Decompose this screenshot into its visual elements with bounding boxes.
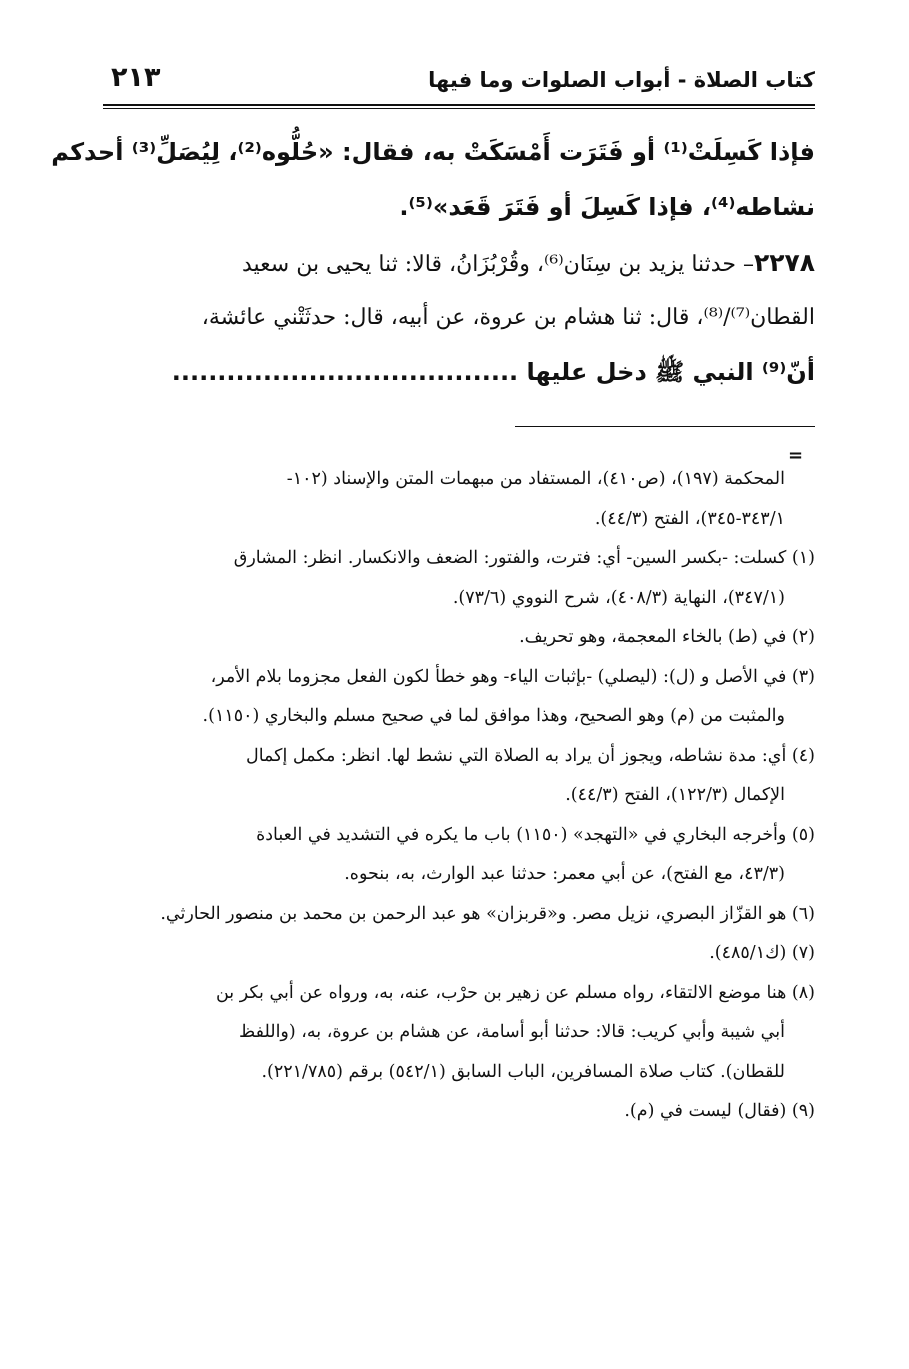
main-text [51, 125, 815, 400]
footnotes [103, 460, 815, 1132]
footnote-line: (٤٣/٣، مع الفتح)، عن أبي معمر: حدثنا عبد الوارث، به، بنحوه. [344, 864, 785, 884]
footnote-line: (٤) أي: مدة نشاطه، ويجوز أن يراد به الصلاة التي نشط لها. انظر: مكمل إكمال [246, 745, 815, 766]
page-number: ٢١٣ [111, 62, 161, 93]
hadith-number: ٢٢٧٨ [753, 248, 815, 277]
hadith-line [103, 235, 815, 290]
footnote-line: (١) كسلت: -بكسر السين- أي: فترت، والفتور: الضعف والانكسار. انظر: المشارق [233, 548, 815, 568]
continuation-mark: = [788, 445, 804, 466]
hadith-line: أنّ⁽⁹⁾ النبي ﷺ دخل عليها ...................................... [171, 358, 815, 386]
footnote-line: أبي شيبة وأبي كريب: قالا: حدثنا أبو أسامة، عن هشام بن عروة، به، (واللفظ [238, 1022, 785, 1042]
header-rule-thin [103, 108, 815, 109]
footnote-line: للقطان). كتاب صلاة المسافرين، الباب السابق (٥٤٢/١) برقم (٢٢١/٧٨٥). [261, 1061, 785, 1082]
main-line: نشاطه⁽⁴⁾، فإذا كَسِلَ أو فَتَرَ قَعَد»⁽⁵⁾. [399, 193, 815, 221]
footnote-line: (٣) في الأصل و (ل): (ليصلي) -بإثبات الياء- وهو خطأ لكون الفعل مجزوما بلام الأمر، [210, 666, 815, 687]
footnote-separator [515, 426, 815, 427]
footnote-line: ٣٤٣/١-٣٤٥)، الفتح (٤٤/٣). [594, 508, 785, 529]
footnote-line: (٨) هنا موضع الالتقاء، رواه مسلم عن زهير بن حرْب، عنه، به، ورواه عن أبي بكر بن [215, 982, 815, 1003]
running-header [103, 62, 815, 104]
footnote-line: المحكمة (١٩٧)، (ص٤١٠)، المستفاد من مبهمات المتن والإسناد (١٠٢- [286, 469, 785, 489]
footnote-line: (٥) وأخرجه البخاري في «التهجد» (١١٥٠) باب ما يكره في التشديد في العبادة [256, 824, 815, 845]
header-rule [103, 104, 815, 106]
footnote-line: (٧) (ك٤٨٥/١). [709, 943, 815, 963]
footnote-line: (٩) (فقال) ليست في (م). [624, 1101, 815, 1121]
hadith-text: – حدثنا يزيد بن سِنَان⁽⁶⁾، وقُرْبُزَانُ، قالا: ثنا يحيى بن سعيد [241, 252, 754, 277]
footnote-line: (٣٤٧/١)، النهاية (٤٠٨/٣)، شرح النووي (٧٣/٦). [452, 587, 785, 608]
footnote-line: الإكمال (١٢٢/٣)، الفتح (٤٤/٣). [565, 785, 785, 805]
main-line: فإذا كَسِلَتْ⁽¹⁾ أو فَتَرَت أَمْسَكَتْ به، فقال: «حُلُّوه⁽²⁾، لِيُصَلِّ⁽³⁾ أحدكم [51, 138, 815, 166]
footnote-line: (٢) في (ط) بالخاء المعجمة، وهو تحريف. [519, 627, 815, 647]
footnote-line: (٦) هو القزّاز البصري، نزيل مصر. و«قربزان» هو عبد الرحمن بن محمد بن منصور الحارثي. [160, 903, 815, 924]
hadith-line: القطان⁽⁷⁾/⁽⁸⁾، قال: ثنا هشام بن عروة، عن أبيه، قال: حدثَتْني عائشة، [201, 305, 815, 330]
header-title: كتاب الصلاة - أبواب الصلوات وما فيها [428, 68, 815, 92]
footnote-line: والمثبت من (م) وهو الصحيح، وهذا موافق لما في صحيح مسلم والبخاري (١١٥٠). [202, 706, 785, 726]
